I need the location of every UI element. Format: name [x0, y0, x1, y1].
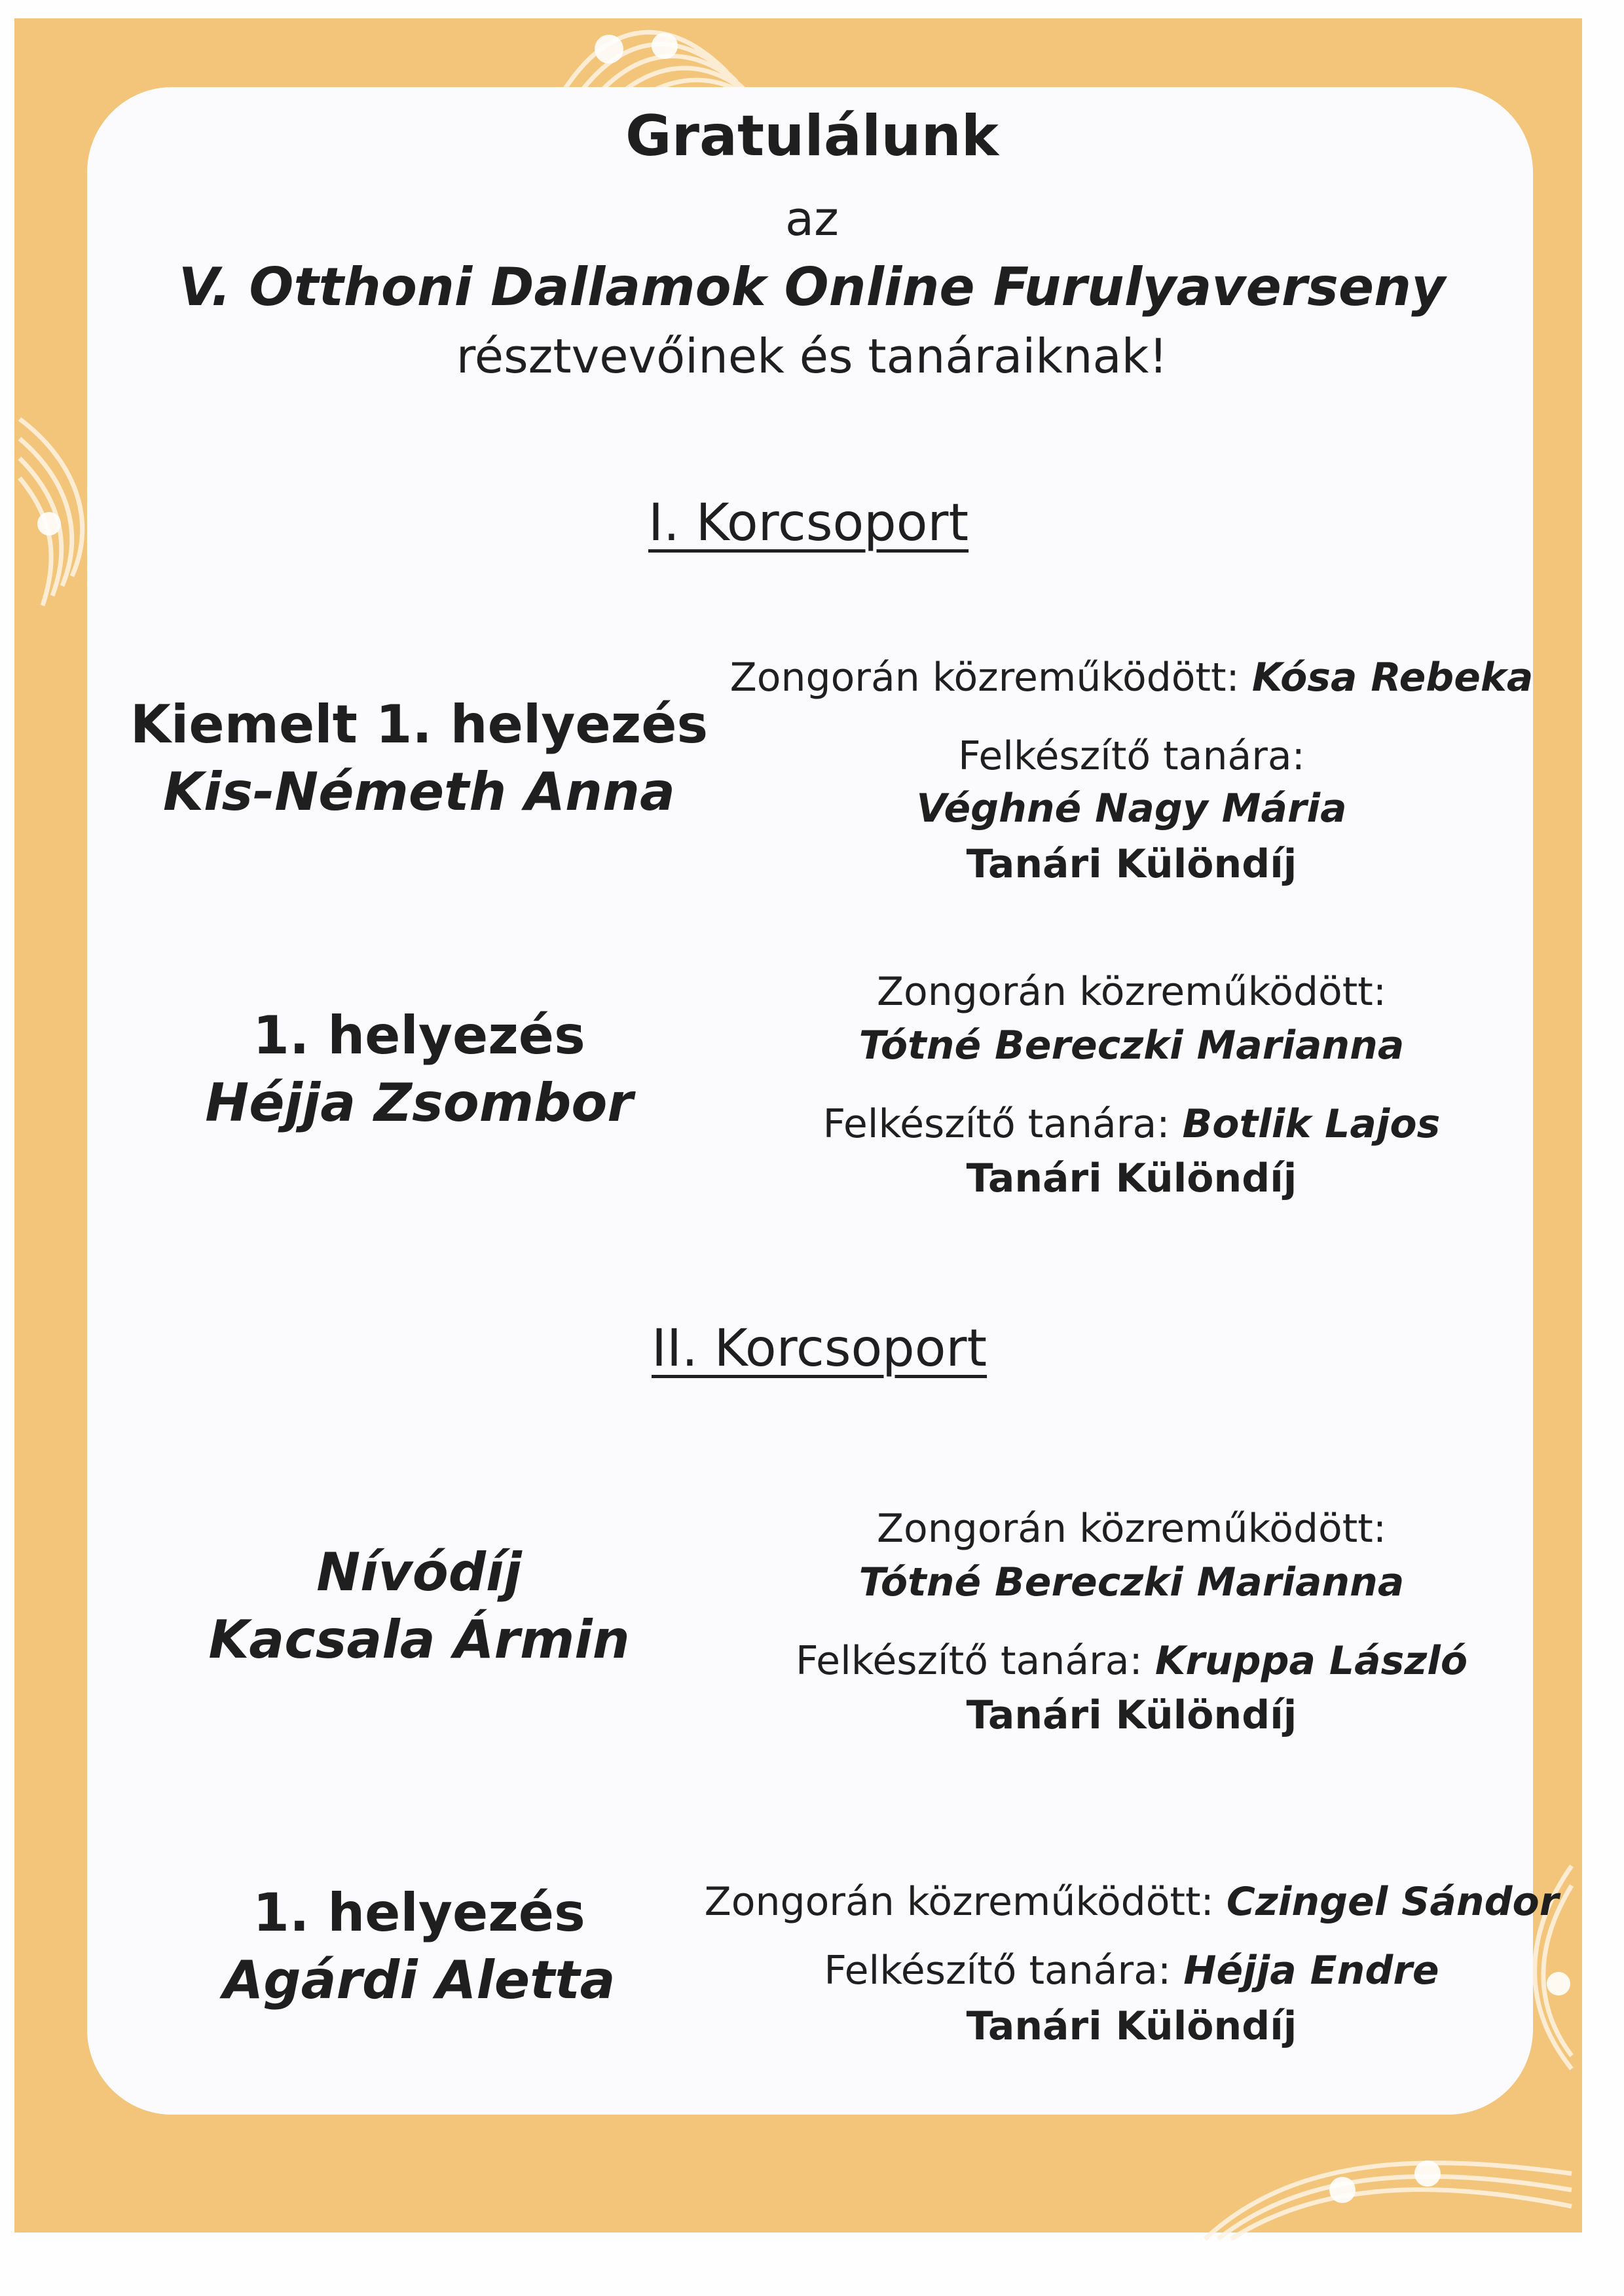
- teacher-label: Felkészítő tanára:: [795, 1638, 1143, 1684]
- accompanist-label: Zongorán közreműködött:: [729, 655, 1240, 701]
- award-title: 1. helyezés: [253, 1005, 585, 1066]
- participant-name: Héjja Zsombor: [205, 1072, 633, 1133]
- group-heading-2: II. Korcsoport: [652, 1319, 987, 1378]
- award-title: 1. helyezés: [253, 1882, 585, 1943]
- details-block: [673, 1879, 1590, 2088]
- teacher-label: Felkészítő tanára:: [822, 1101, 1170, 1147]
- event-name: V. Otthoni Dallamok Online Furulyaverseny: [178, 257, 1446, 318]
- accompanist-line: [673, 655, 1590, 701]
- participant-name: Kis-Németh Anna: [163, 761, 675, 822]
- participant-name: Kacsala Ármin: [208, 1609, 630, 1670]
- accompanist-name: Tótné Bereczki Marianna: [858, 1023, 1405, 1068]
- page-title: Gratulálunk: [625, 103, 999, 169]
- award-title: Kiemelt 1. helyezés: [130, 694, 709, 755]
- special-award: Tanári Különdíj: [966, 841, 1297, 887]
- teacher-line: [673, 1948, 1590, 1994]
- award-block: [92, 694, 747, 822]
- award-block: [92, 1005, 747, 1133]
- award-title: Nívódíj: [316, 1542, 522, 1603]
- teacher-label: Felkészítő tanára:: [958, 733, 1305, 779]
- special-award: Tanári Különdíj: [966, 2003, 1297, 2049]
- teacher-name: Héjja Endre: [1183, 1948, 1439, 1994]
- teacher-name: Kruppa László: [1154, 1638, 1468, 1684]
- teacher-line: [673, 1101, 1590, 1147]
- accompanist-line: [673, 1879, 1590, 1925]
- accompanist-label: Zongorán közreműködött:: [876, 969, 1387, 1015]
- teacher-label: Felkészítő tanára:: [824, 1948, 1172, 1994]
- special-award: Tanári Különdíj: [966, 1156, 1297, 1201]
- teacher-name: Botlik Lajos: [1182, 1101, 1441, 1147]
- accompanist-name: Tótné Bereczki Marianna: [858, 1559, 1405, 1605]
- award-block: [92, 1542, 747, 1670]
- participant-name: Agárdi Aletta: [223, 1950, 616, 2011]
- details-block: [673, 1506, 1590, 1768]
- title-connector: az: [785, 191, 839, 246]
- group-heading-1: I. Korcsoport: [648, 494, 969, 553]
- accompanist-label: Zongorán közreműködött:: [876, 1506, 1387, 1552]
- details-block: [673, 655, 1590, 917]
- accompanist-name: Kósa Rebeka: [1251, 655, 1534, 701]
- teacher-line: [673, 1638, 1590, 1684]
- accompanist-label: Zongorán közreműködött:: [704, 1879, 1214, 1925]
- award-block: [92, 1882, 747, 2011]
- teacher-name: Véghné Nagy Mária: [916, 786, 1347, 831]
- subtitle: résztvevőinek és tanáraiknak!: [456, 329, 1168, 384]
- special-award: Tanári Különdíj: [966, 1692, 1297, 1738]
- details-block: [673, 969, 1590, 1231]
- accompanist-name: Czingel Sándor: [1226, 1879, 1559, 1925]
